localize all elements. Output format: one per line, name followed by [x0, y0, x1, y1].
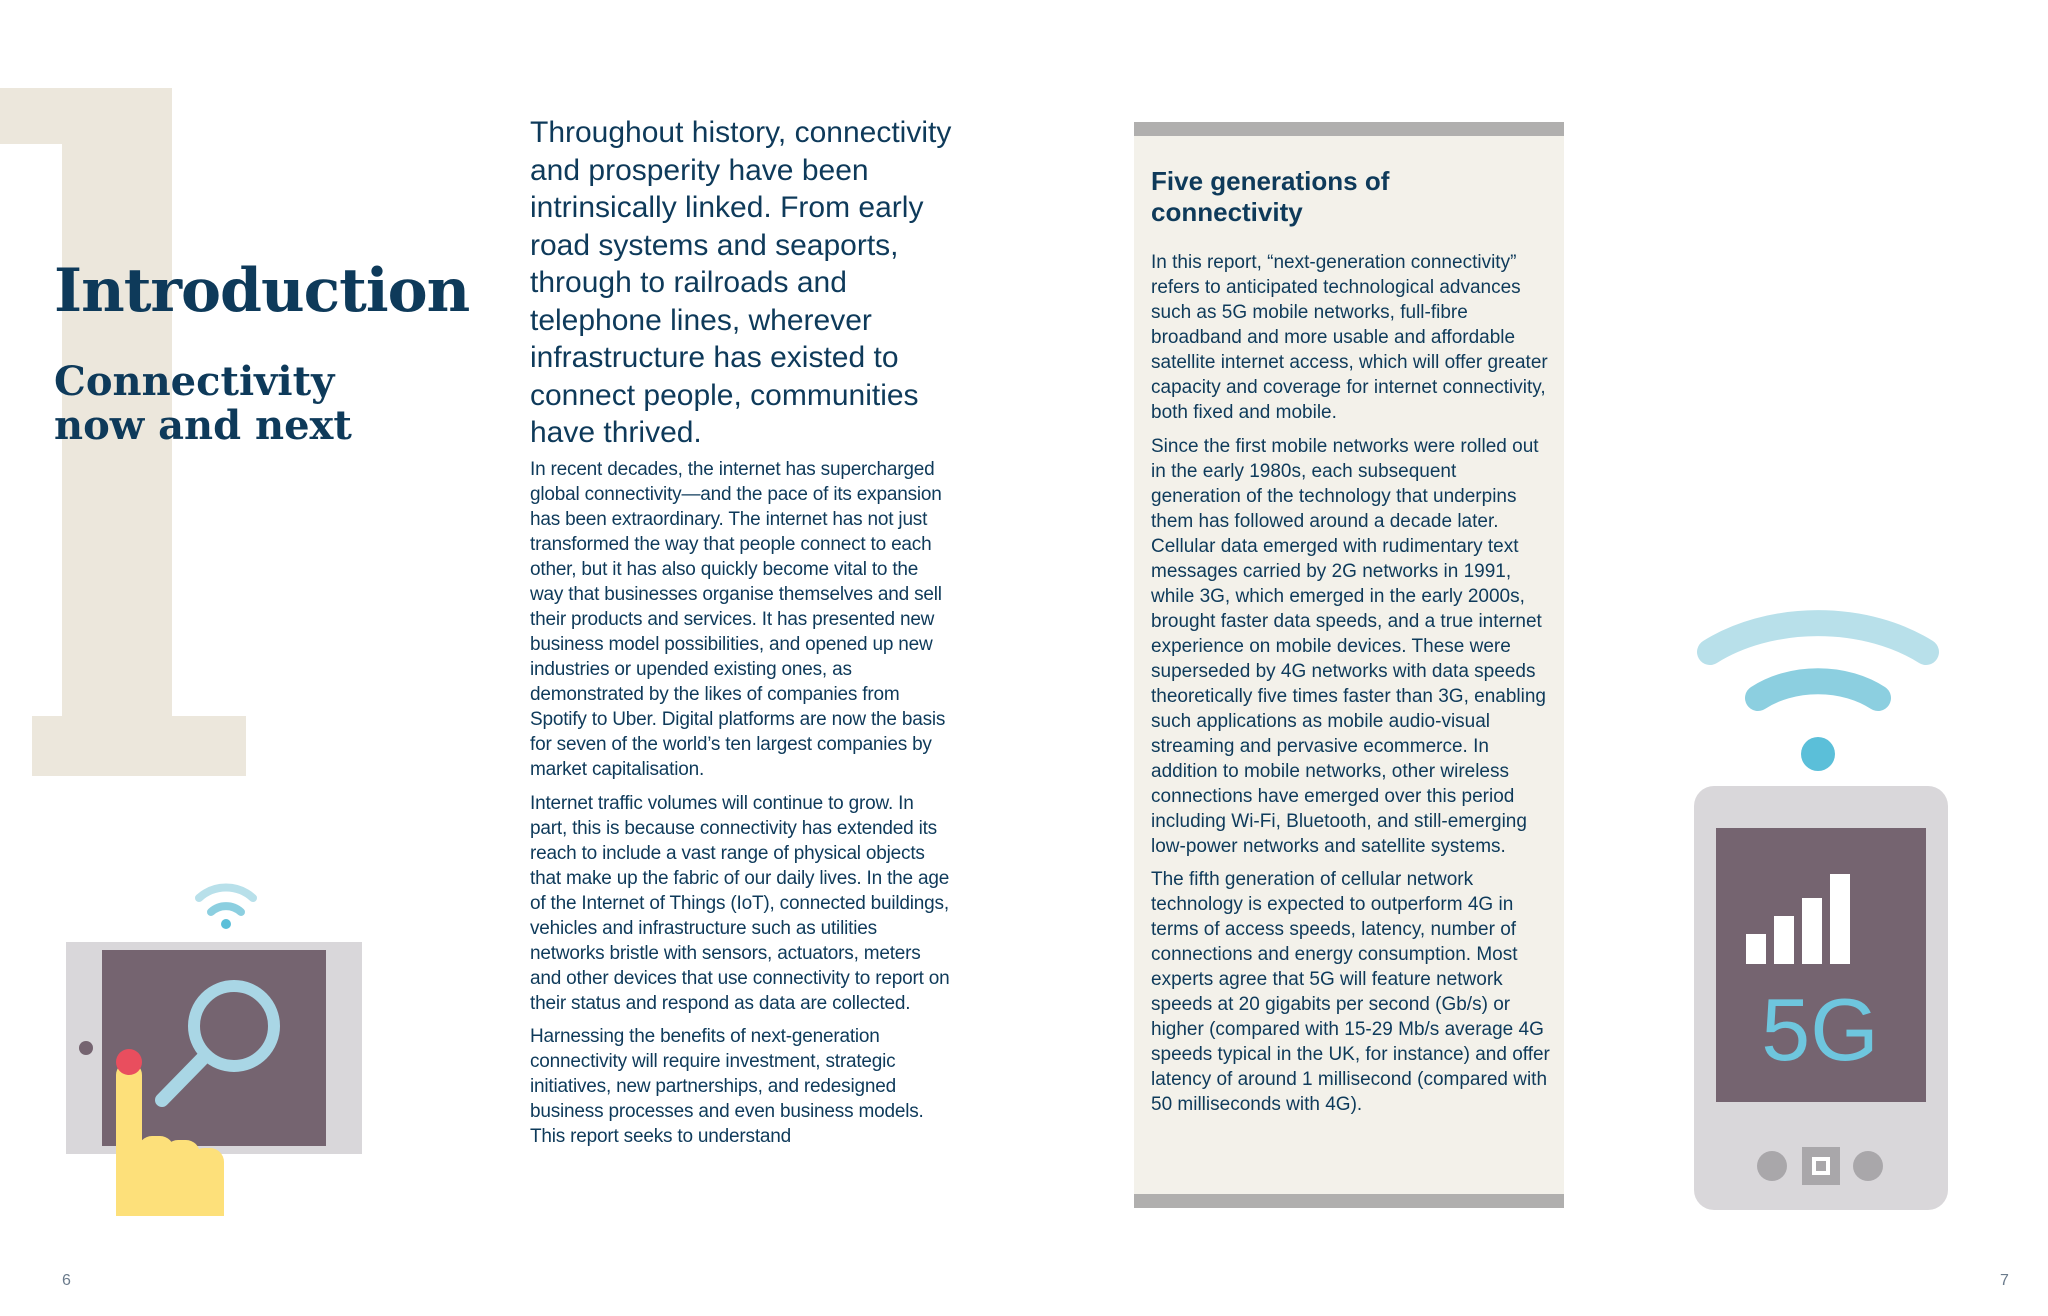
- phone-icon: [1680, 590, 1980, 1210]
- page-number-right: 7: [2000, 1272, 2009, 1289]
- chapter-subtitle: Connectivity now and next: [54, 358, 352, 449]
- body-paragraph: Internet traffic volumes will continue to grow. In part, this is because connectivity has extended its reach to include a vast range of physical objects that make up the fabric of our daily lives. In the age of the Internet of Things (IoT), connected buildings, vehicles and infrastructure such as utilities networks bristle with sensors, actuators, meters and other devices that use connectivity to report on their status and respond as data are collected.: [530, 792, 950, 1014]
- sidebar-paragraph: In this report, “next-generation connectivity” refers to anticipated technological advances such as 5G mobile networks, full-fibre broadband and more usable and affordable satellite internet access, which will offer greater capacity and coverage for internet connectivity, both fixed and mobile.: [1151, 252, 1548, 423]
- chapter-numeral-top: [0, 88, 172, 144]
- wifi-icon: [1710, 623, 1926, 771]
- tablet-home-button: [79, 1041, 93, 1055]
- body-paragraph: Harnessing the benefits of next-generation connectivity will require investment, strategic initiatives, new partnerships, and redesigned business processes and even business models. This report seeks to understand: [530, 1026, 924, 1147]
- body-column: [530, 457, 950, 1158]
- sidebar-body: [1151, 250, 1551, 1126]
- wifi-icon: [199, 888, 253, 929]
- sidebar-top-rule: [1134, 122, 1564, 136]
- sidebar-paragraph: The fifth generation of cellular network technology is expected to outperform 4G in terms of access speeds, latency, number of connections and energy consumption. Most experts agree that 5G will feature network speeds at 20 gigabits per second (Gb/s) or higher (compared with 15-29 Mb/s average 4G speeds typical in the UK, for instance) and offer latency of around 1 millisecond (compared with 50 milliseconds with 4G).: [1151, 869, 1550, 1115]
- chapter-title: Introduction: [54, 256, 470, 326]
- phone-5g-label: 5G: [1761, 980, 1879, 1079]
- phone-button-right: [1853, 1151, 1883, 1181]
- lead-paragraph: Throughout history, connectivity and prosperity have been intrinsically linked. From early road systems and seaports, through to railroads and telephone lines, wherever infrastructure has existed to connect people, communities have thrived.: [530, 116, 952, 449]
- sidebar-paragraph: Since the first mobile networks were rolled out in the early 1980s, each subsequent generation of the technology that underpins them has followed around a decade later. Cellular data emerged with rudimentary text messages carried by 2G networks in 1991, while 3G, which emerged in the early 2000s, brought faster data speeds, and a true internet experience on mobile devices. These were superseded by 4G networks with data speeds theoretically five times faster than 3G, enabling such applications as mobile audio-visual streaming and pervasive ecommerce. In addition to mobile networks, other wireless connections have emerged over this period including Wi-Fi, Bluetooth, and still-emerging low-power networks and satellite systems.: [1151, 435, 1546, 857]
- sidebar-title: Five generations of connectivity: [1151, 166, 1390, 227]
- tablet-icon: [66, 876, 386, 1216]
- phone-button-left: [1757, 1151, 1787, 1181]
- body-paragraph: In recent decades, the internet has supercharged global connectivity—and the pace of its expansion has been extraordinary. The internet has not just transformed the way that people connect to each other, but it has also quickly become vital to the way that businesses organise themselves and sell their products and services. It has presented new business model possibilities, and opened up new industries or upended existing ones, as demonstrated by the likes of companies from Spotify to Uber. Digital platforms are now the basis for seven of the world’s ten largest companies by market capitalisation.: [530, 459, 946, 780]
- chapter-numeral-base: [32, 716, 246, 776]
- sidebar-bottom-rule: [1134, 1194, 1564, 1208]
- page-number-left: 6: [62, 1272, 71, 1289]
